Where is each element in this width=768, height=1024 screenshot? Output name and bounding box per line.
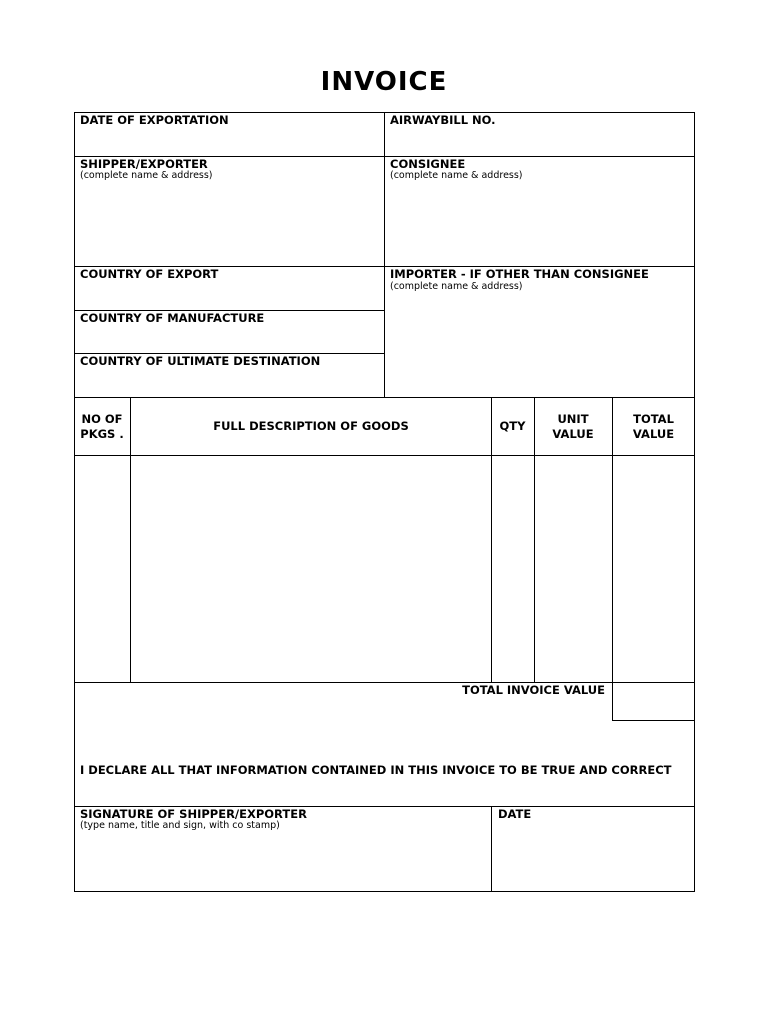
country-of-manufacture-label: COUNTRY OF MANUFACTURE	[80, 311, 265, 325]
shipper-exporter-note: (complete name & address)	[80, 170, 213, 181]
form-border-right	[694, 112, 695, 892]
divider	[384, 112, 385, 398]
consignee-note: (complete name & address)	[390, 170, 523, 181]
form-border-left	[74, 112, 75, 892]
declaration-text: I DECLARE ALL THAT INFORMATION CONTAINED IN THIS INVOICE TO BE TRUE AND CORRECT	[80, 763, 672, 777]
header-unit-value: UNIT VALUE	[552, 412, 594, 441]
form-border-bottom	[74, 891, 695, 892]
date-label: DATE	[498, 807, 532, 821]
signature-label: SIGNATURE OF SHIPPER/EXPORTER	[80, 807, 307, 821]
divider	[74, 455, 695, 456]
divider	[534, 397, 535, 683]
divider	[491, 806, 492, 892]
header-qty: QTY	[499, 419, 526, 434]
divider	[491, 397, 492, 683]
importer-note: (complete name & address)	[390, 281, 523, 292]
consignee-label: CONSIGNEE	[390, 157, 466, 171]
date-of-exportation-label: DATE OF EXPORTATION	[80, 113, 229, 127]
page-title: INVOICE	[320, 67, 448, 97]
shipper-exporter-label: SHIPPER/EXPORTER	[80, 157, 208, 171]
signature-note: (type name, title and sign, with co stamp)	[80, 820, 280, 831]
divider	[612, 397, 613, 721]
country-of-export-label: COUNTRY OF EXPORT	[80, 267, 219, 281]
header-total-value: TOTAL VALUE	[632, 412, 675, 441]
divider	[612, 720, 695, 721]
total-invoice-value-label: TOTAL INVOICE VALUE	[462, 683, 605, 697]
country-of-ultimate-destination-label: COUNTRY OF ULTIMATE DESTINATION	[80, 354, 321, 368]
header-no-of-pkgs: NO OF PKGS .	[80, 412, 124, 441]
importer-label: IMPORTER - IF OTHER THAN CONSIGNEE	[390, 267, 649, 281]
header-description: FULL DESCRIPTION OF GOODS	[213, 419, 409, 434]
airwaybill-no-label: AIRWAYBILL NO.	[390, 113, 496, 127]
